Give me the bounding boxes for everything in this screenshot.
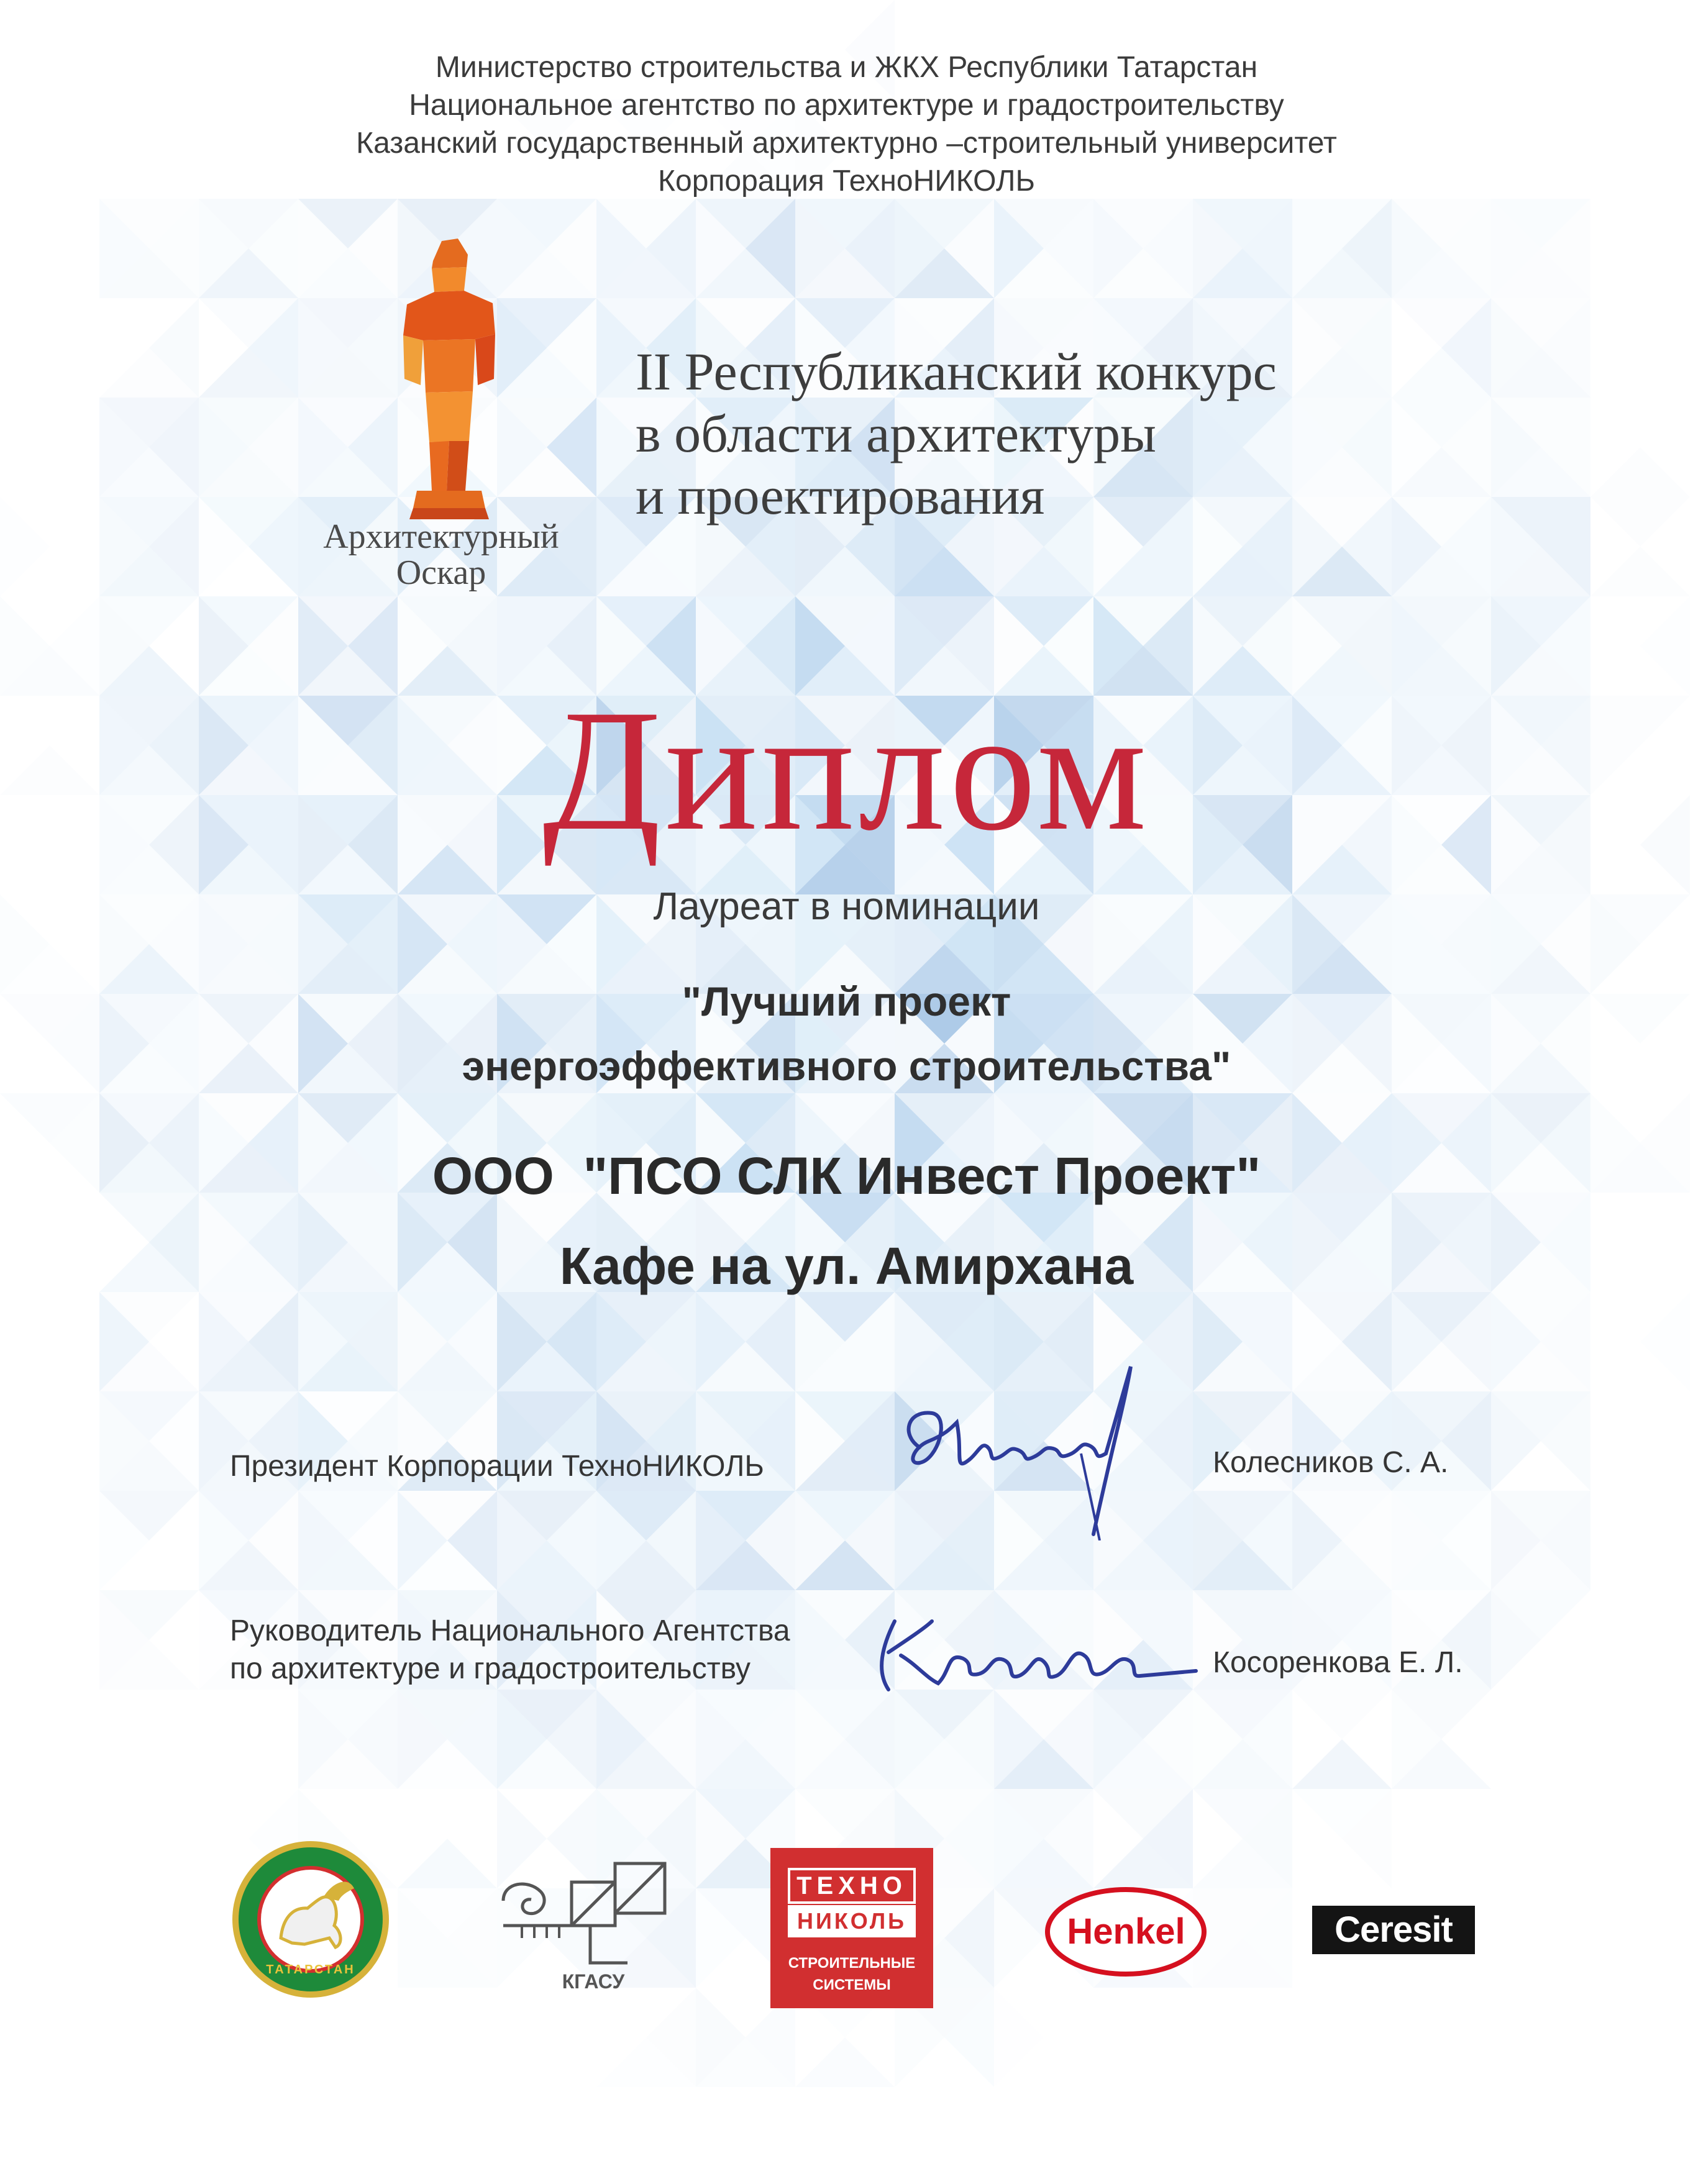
- technonicol-sub-line: СТРОИТЕЛЬНЫЕ: [788, 1955, 916, 1972]
- signature-kolesnikov: [895, 1354, 1156, 1540]
- oscar-caption-line: Архитектурный: [323, 517, 559, 556]
- technonicol-top-text: ТЕХНО: [788, 1868, 916, 1904]
- contest-title-line: и проектирования: [636, 466, 1045, 526]
- nomination: [0, 969, 1693, 1098]
- contest-title-line: II Республиканский конкурс: [636, 342, 1277, 401]
- diploma-title: Диплом: [542, 673, 1151, 867]
- henkel-label: Henkel: [1067, 1911, 1185, 1952]
- henkel-logo: [1044, 1885, 1208, 1978]
- background-triangle: [0, 497, 50, 596]
- technonicol-bottom-text: НИКОЛЬ: [788, 1905, 916, 1937]
- signatory-position: [230, 1612, 882, 1688]
- organization-line: Казанский государственный архитектурно –строительный университет: [356, 127, 1337, 160]
- organization-line: Корпорация ТехноНИКОЛЬ: [658, 165, 1035, 198]
- technonicol-logo: [770, 1848, 933, 2008]
- background-triangle: [1292, 1739, 1392, 1789]
- kgasu-logo: [497, 1857, 677, 2000]
- oscar-caption: [292, 519, 590, 591]
- background-triangle: [398, 1839, 497, 1888]
- signatory-name: Колесников С. А.: [1213, 1446, 1449, 1479]
- oscar-statue-logo: [382, 230, 516, 522]
- background-triangle: [1590, 497, 1690, 547]
- kgasu-label: КГАСУ: [562, 1970, 625, 1993]
- contest-title-line: в области архитектуры: [636, 404, 1156, 463]
- signatory-position-line: Руководитель Национального Агентства: [230, 1614, 790, 1647]
- laureate-label: Лауреат в номинации: [653, 885, 1040, 928]
- project-name: Кафе на ул. Амирхана: [559, 1237, 1134, 1295]
- background-triangle: [994, 1988, 1044, 2087]
- nomination-line: энергоэффективного строительства": [462, 1043, 1231, 1089]
- signature-kosorenkova: [857, 1603, 1205, 1696]
- contest-title: [636, 340, 1568, 527]
- background-triangle: [1292, 1690, 1392, 1739]
- ceresit-logo: [1312, 1906, 1475, 1954]
- ceresit-label: Ceresit: [1335, 1909, 1453, 1950]
- technonicol-sub-line: СИСТЕМЫ: [813, 1977, 891, 1993]
- signatory-position: [230, 1447, 851, 1485]
- signatory-position-line: Президент Корпорации ТехноНИКОЛЬ: [230, 1450, 764, 1483]
- signatory-name: Косоренкова Е. Л.: [1213, 1646, 1463, 1679]
- kgasu-emblem-icon: [497, 1857, 677, 1969]
- company-name: ООО "ПСО СЛК Инвест Проект": [432, 1147, 1261, 1205]
- organization-line: Министерство строительства и ЖКХ Республики Татарстан: [435, 51, 1258, 84]
- background-triangle: [1590, 547, 1690, 596]
- tatarstan-emblem-logo: [230, 1839, 391, 2000]
- background-triangle: [1590, 447, 1690, 497]
- tatarstan-ring-text: ТАТАРСТАН: [266, 1963, 355, 1977]
- organization-line: Национальное агентство по архитектуре и градостроительству: [409, 89, 1284, 122]
- nomination-line: "Лучший проект: [682, 978, 1011, 1024]
- organizations-header: [0, 48, 1693, 200]
- background-triangle: [1640, 1292, 1690, 1391]
- signatory-position-line: по архитектуре и градостроительству: [230, 1652, 751, 1685]
- oscar-caption-line: Оскар: [396, 553, 486, 592]
- background-triangle: [795, 2037, 895, 2087]
